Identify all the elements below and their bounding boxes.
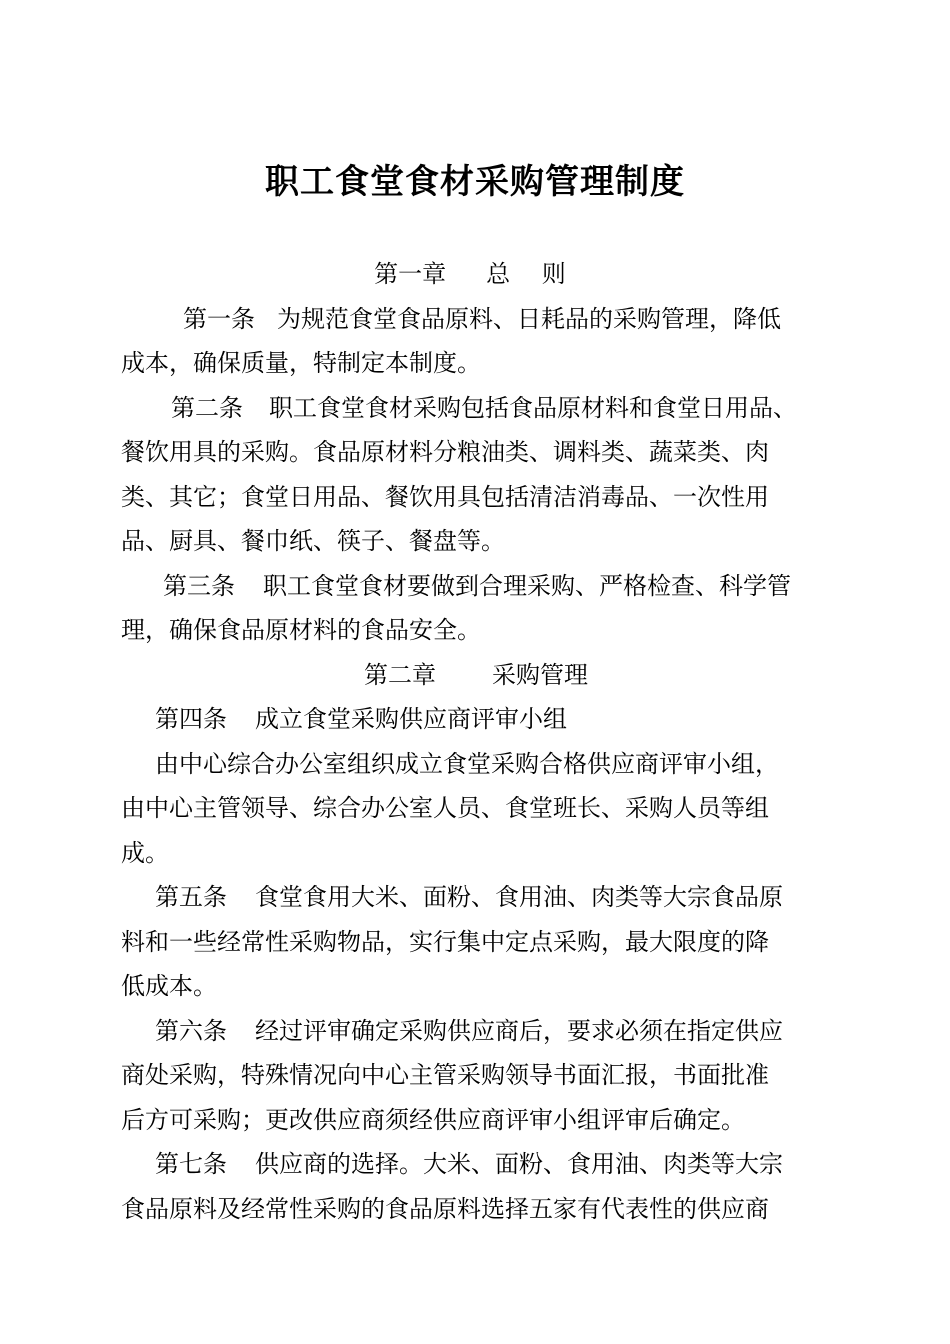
article-2-label: 第二条: [171, 393, 243, 422]
document-title: 职工食堂食材采购管理制度: [265, 162, 685, 202]
article-1-text: 为规范食堂食品原料、日耗品的采购管理，降低: [277, 304, 781, 333]
article-7-label: 第七条: [155, 1150, 227, 1178]
article-7-text: 供应商的选择。大米、面粉、食用油、肉类等大宗: [255, 1150, 783, 1178]
article-4-label: 第四条: [155, 705, 227, 733]
article-4-text: 成立食堂采购供应商评审小组: [255, 705, 567, 733]
article-4-paragraph-line: 由中心主管领导、综合办公室人员、食堂班长、采购人员等组: [121, 794, 769, 822]
chapter-1-heading: [121, 252, 831, 297]
article-2-first-line: [121, 386, 831, 431]
article-6-line: 商处采购，特殊情况向中心主管采购领导书面汇报，书面批准: [121, 1061, 769, 1089]
article-7-line: 食品原料及经常性采购的食品原料选择五家有代表性的供应商: [121, 1194, 769, 1223]
document-body: [121, 252, 831, 1231]
article-7-first-line: [121, 1142, 831, 1187]
chapter-2-name: 采购管理: [492, 660, 588, 689]
article-5-first-line: [121, 875, 831, 920]
article-2-line: 餐饮用具的采购。食品原材料分粮油类、调料类、蔬菜类、肉: [121, 438, 769, 466]
article-1-first-line: [121, 297, 831, 342]
article-5-label: 第五条: [155, 883, 227, 911]
article-3-first-line: [121, 564, 831, 609]
article-5-line: 料和一些经常性采购物品，实行集中定点采购，最大限度的降: [121, 927, 769, 956]
chapter-1-name: 总 则: [486, 260, 578, 288]
article-1-label: 第一条: [183, 304, 255, 333]
article-3-line: 理，确保食品原材料的食品安全。: [121, 616, 481, 644]
article-5-line: 低成本。: [121, 972, 217, 1000]
article-5-text: 食堂食用大米、面粉、食用油、肉类等大宗食品原: [255, 883, 783, 911]
article-6-first-line: [121, 1009, 831, 1054]
article-6-label: 第六条: [155, 1016, 227, 1045]
article-3-label: 第三条: [163, 571, 235, 600]
article-2-line: 类、其它；食堂日用品、餐饮用具包括清洁消毒品、一次性用: [121, 482, 769, 511]
article-6-line: 后方可采购；更改供应商须经供应商评审小组评审后确定。: [121, 1105, 745, 1134]
article-4-line: [121, 697, 831, 742]
chapter-1-label: 第一章: [374, 260, 447, 288]
article-6-text: 经过评审确定采购供应商后，要求必须在指定供应: [255, 1016, 783, 1045]
article-1-line: 成本，确保质量，特制定本制度。: [121, 349, 481, 377]
chapter-2-label: 第二章: [364, 660, 436, 689]
article-4-para-text: 由中心综合办公室组织成立食堂采购合格供应商评审小组，: [155, 749, 779, 778]
article-2-text: 职工食堂食材采购包括食品原材料和食堂日用品、: [269, 393, 797, 422]
article-4-paragraph-first-line: [121, 742, 831, 787]
chapter-2-heading: [121, 653, 831, 698]
article-3-text: 职工食堂食材要做到合理采购、严格检查、科学管: [263, 571, 791, 600]
article-2-line: 品、厨具、餐巾纸、筷子、餐盘等。: [121, 527, 505, 555]
article-4-paragraph-line: 成。: [121, 838, 169, 867]
